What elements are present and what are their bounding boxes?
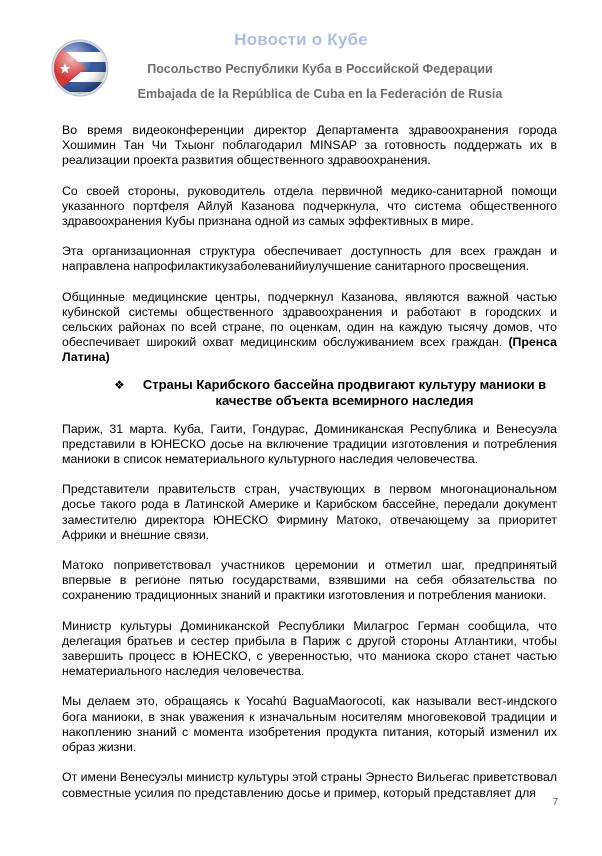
paragraph: Со своей стороны, руководитель отдела первичной медико-санитарной помощи указанного портфеля Айлуй Казанова подчеркнула, что система общественного здравоохранения Кубы признана одной из самых эффективных в мире. (62, 183, 557, 229)
paragraph: От имени Венесуэлы министр культуры этой страны Эрнесто Вильегас приветствовал совместные усилия по представлению досье и пример, который представляет для (62, 770, 557, 800)
embassy-name-es: Embajada de la República de Cuba en la Federación de Rusia (137, 87, 503, 101)
paragraph-text: Общинные медицинские центры, подчеркнул Казанова, являются важной частью кубинской системы общественного здравоохранения и работают в городских и сельских районах по всей стране, по оценкам, один на каждую тысячу домов, что обеспечивает широкий охват медицинским обслуживанием всех граждан. (62, 289, 557, 350)
paragraph: Министр культуры Доминиканской Республики Милагрос Герман сообщила, что делегация братьев и сестер прибыла в Париж с другой стороны Атлантики, чтобы завершить процесс в ЮНЕСКО, с уверенностью, что маниока скоро станет частью нематериального наследия человечества. (62, 618, 557, 679)
section-heading (62, 377, 557, 409)
page-number: 7 (552, 797, 558, 808)
paragraph: Во время видеоконференции директор Департамента здравоохранения города Хошимин Тан Чи Тхыонг поблагодарил MINSAP за готовность поддержать их в реализации проекта развития общественного здравоохранения. (62, 123, 557, 168)
source-credit: (Пренса Латина) (62, 335, 557, 365)
page-header (0, 0, 602, 110)
section-heading-text: Страны Карибского бассейна продвигают культуру маниоки в качестве объекта всемирного наследия (142, 376, 547, 408)
document-body (62, 123, 557, 816)
paragraph: Мы делаем это, обращаясь к Yocahú BaguaMaorocoti, как называли вест-индского бога маниоки, в знак уважения к изначальным носителям многовековой традиции и накоплению знаний с момента изобретения продукта питания, который изменил их образ жизни. (62, 694, 557, 755)
page-title: Новости о Кубе (234, 30, 368, 49)
paragraph: Париж, 31 марта. Куба, Гаити, Гондурас, Доминиканская Республика и Венесуэла представили в ЮНЕСКО досье на включение традиции изготовления и потребления маниоки в список нематериального культурного наследия человечества. (62, 421, 557, 467)
diamond-bullet-icon: ❖ (114, 377, 125, 392)
paragraph (62, 290, 557, 366)
embassy-name-ru: Посольство Республики Куба в Российской Федерации (147, 62, 493, 76)
paragraph: Эта организационная структура обеспечивает доступность для всех граждан и направлена напрофилактикузаболеванийиулучшение санитарного просвещения. (62, 244, 557, 274)
paragraph: Представители правительств стран, участвующих в первом многонациональном досье такого рода в Латинской Америке и Карибском бассейне, передали документ заместителю директора ЮНЕСКО Фирмину Матоко, отвечающему за приоритет Африки и внешние связи. (62, 482, 557, 542)
paragraph: Матоко поприветствовал участников церемонии и отметил шаг, предпринятый впервые в регионе пятью государствами, взявшими на себя обязательства по сохранению традиционных знаний и практики изготовления и потребления маниоки. (62, 558, 557, 603)
